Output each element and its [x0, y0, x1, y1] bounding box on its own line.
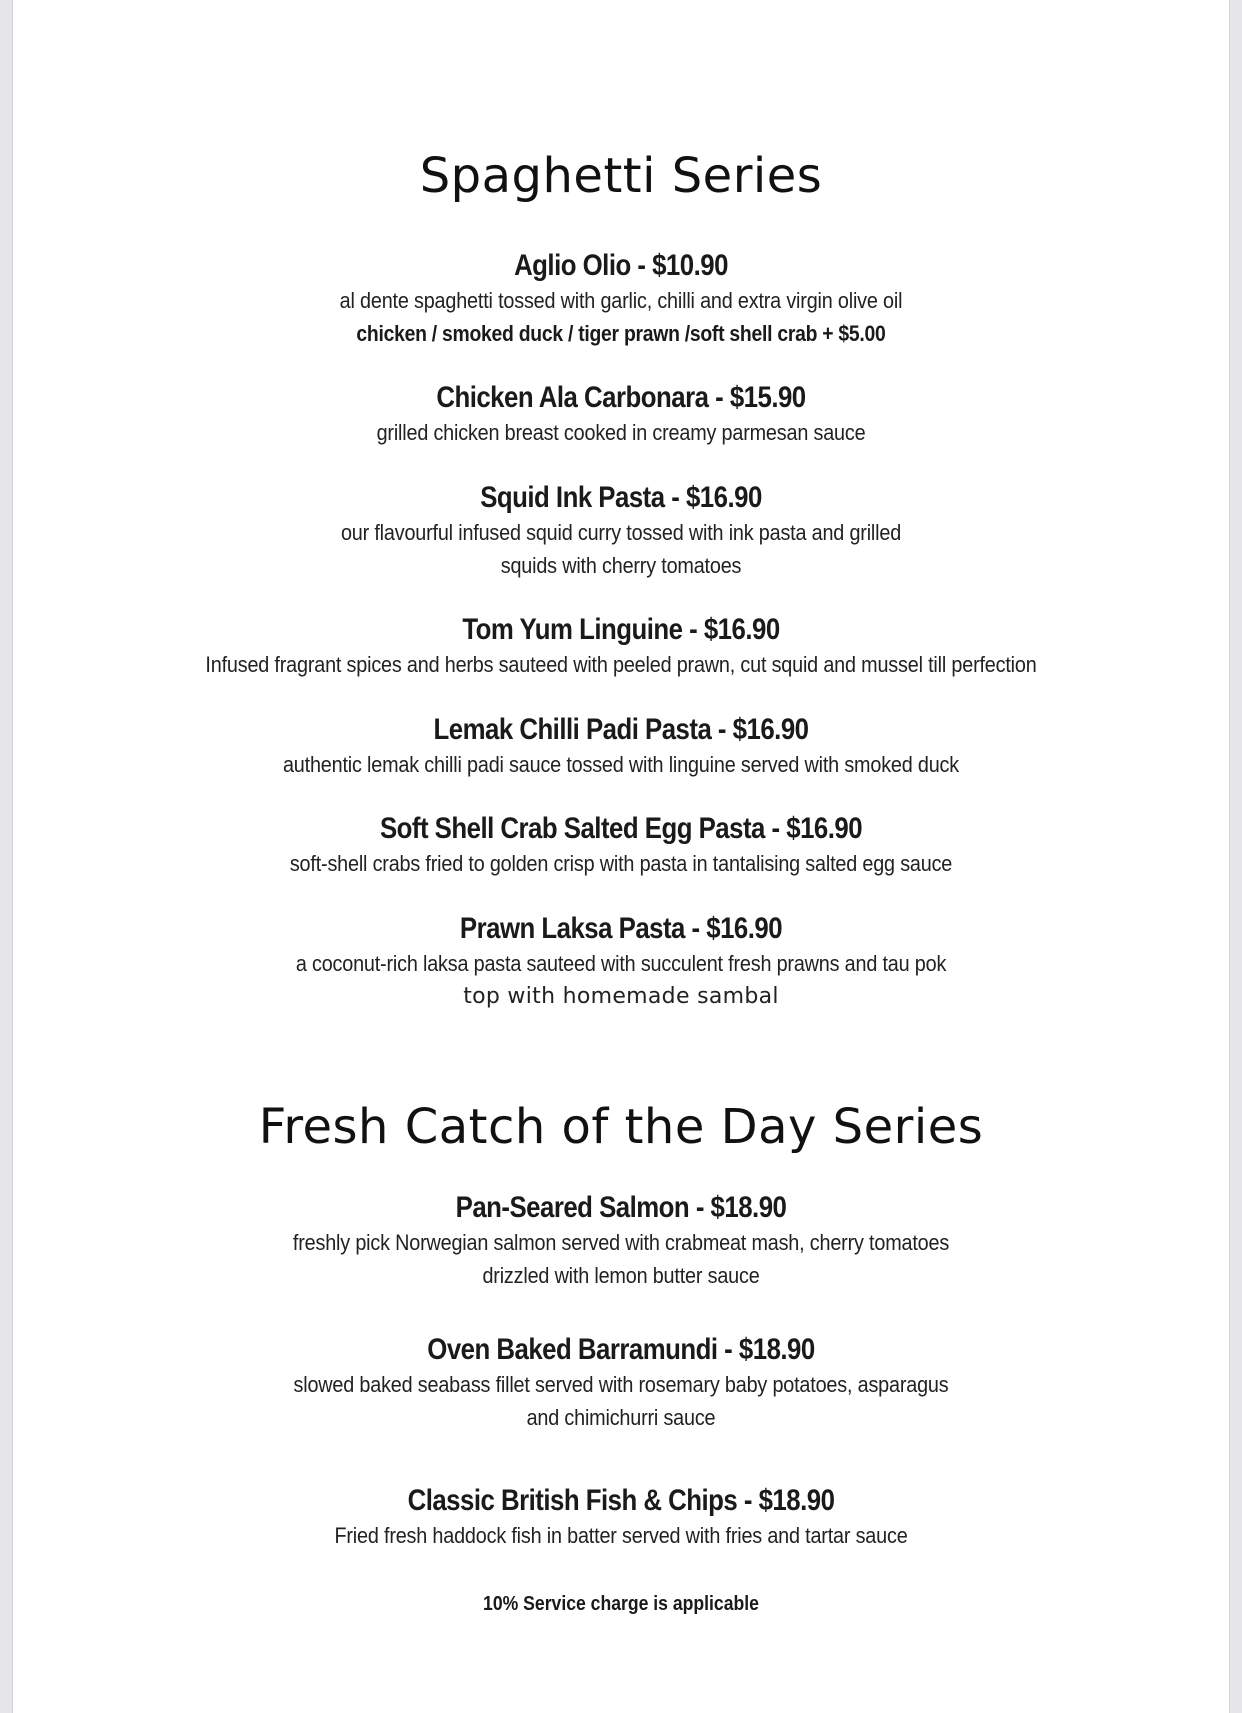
- item-title: Prawn Laksa Pasta - $16.90: [459, 912, 783, 945]
- section-title-spaghetti: Spaghetti Series: [419, 148, 823, 204]
- item-title: Oven Baked Barramundi - $18.90: [427, 1333, 815, 1366]
- item-description: Fried fresh haddock fish in batter served with fries and tartar sauce: [334, 1523, 908, 1548]
- item-title: Lemak Chilli Padi Pasta - $16.90: [433, 713, 809, 746]
- item-title: Classic British Fish & Chips - $18.90: [407, 1484, 835, 1517]
- section-title-fresh-catch: Fresh Catch of the Day Series: [258, 1099, 984, 1155]
- item-description: and chimichurri sauce: [526, 1405, 716, 1430]
- menu-item-prawn-laksa: [13, 911, 1229, 1013]
- item-description: drizzled with lemon butter sauce: [482, 1263, 760, 1288]
- menu-item-pan-seared-salmon: [13, 1190, 1229, 1292]
- item-description: a coconut-rich laksa pasta sauteed with succulent fresh prawns and tau pok: [295, 951, 947, 976]
- item-description: Infused fragrant spices and herbs sauteed with peeled prawn, cut squid and mussel till perfection: [205, 652, 1037, 677]
- menu-item-soft-shell-crab: [13, 811, 1229, 880]
- menu-item-squid-ink-pasta: [13, 480, 1229, 582]
- item-title: Chicken Ala Carbonara - $15.90: [436, 381, 806, 414]
- item-description: our flavourful infused squid curry tossed with ink pasta and grilled: [340, 520, 902, 545]
- item-description: grilled chicken breast cooked in creamy parmesan sauce: [376, 420, 866, 445]
- service-charge-note: 10% Service charge is applicable: [483, 1593, 759, 1615]
- item-title: Soft Shell Crab Salted Egg Pasta - $16.90: [379, 812, 863, 845]
- item-title: Tom Yum Linguine - $16.90: [462, 613, 780, 646]
- item-description: freshly pick Norwegian salmon served with crabmeat mash, cherry tomatoes: [292, 1230, 950, 1255]
- menu-item-tom-yum-linguine: [13, 612, 1229, 681]
- item-description: soft-shell crabs fried to golden crisp with pasta in tantalising salted egg sauce: [289, 851, 953, 876]
- menu-item-fish-and-chips: [13, 1483, 1229, 1552]
- item-description: authentic lemak chilli padi sauce tossed with linguine served with smoked duck: [282, 752, 960, 777]
- menu-item-aglio-olio: [13, 248, 1229, 350]
- menu-item-oven-baked-barramundi: [13, 1332, 1229, 1434]
- item-title: Squid Ink Pasta - $16.90: [480, 481, 762, 514]
- item-title: Aglio Olio - $10.90: [514, 249, 728, 282]
- menu-item-chicken-carbonara: [13, 380, 1229, 449]
- item-description: top with homemade sambal: [463, 984, 779, 1009]
- menu-item-lemak-chilli-padi: [13, 712, 1229, 781]
- item-add-on: chicken / smoked duck / tiger prawn /soft shell crab + $5.00: [356, 321, 886, 346]
- menu-page: [12, 0, 1230, 1713]
- item-description: al dente spaghetti tossed with garlic, chilli and extra virgin olive oil: [339, 288, 903, 313]
- item-title: Pan-Seared Salmon - $18.90: [455, 1191, 787, 1224]
- item-description: squids with cherry tomatoes: [500, 553, 742, 578]
- item-description: slowed baked seabass fillet served with rosemary baby potatoes, asparagus: [293, 1372, 949, 1397]
